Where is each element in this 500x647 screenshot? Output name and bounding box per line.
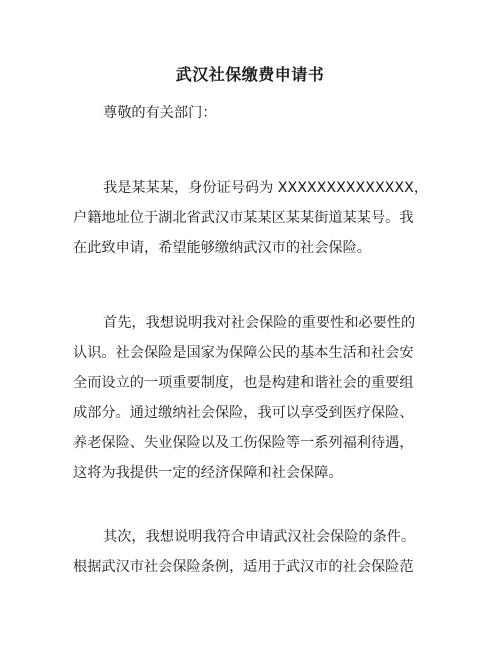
paragraph-2-line-4: 成部分。通过缴纳社会保险，我可以享受到医疗保险、 bbox=[73, 405, 414, 421]
paragraph-3-line-1: 其次，我想说明我符合申请武汉社会保险的条件。 bbox=[103, 529, 416, 545]
paragraph-1-line-2: 户籍地址位于湖北省武汉市某某区某某街道某某号。我 bbox=[73, 210, 414, 226]
paragraph-2-line-1: 首先，我想说明我对社会保险的重要性和必要性的 bbox=[103, 315, 416, 331]
document-title: 武汉社保缴费申请书 bbox=[175, 65, 325, 84]
paragraph-2-line-2: 认识。社会保险是国家为保障公民的基本生活和社会安 bbox=[73, 345, 414, 361]
paragraph-1-line-3: 在此致申请，希望能够缴纳武汉市的社会保险。 bbox=[73, 240, 371, 256]
paragraph-2-line-6: 这将为我提供一定的经济保障和社会保障。 bbox=[73, 465, 343, 481]
paragraph-3-line-2: 根据武汉市社会保险条例，适用于武汉市的社会保险范 bbox=[73, 559, 414, 575]
paragraph-2-line-5: 养老保险、失业保险以及工伤保险等一系列福利待遇， bbox=[73, 435, 414, 451]
paragraph-2-line-3: 全而设立的一项重要制度，也是构建和谐社会的重要组 bbox=[73, 375, 414, 391]
paragraph-1-line-1: 我是某某某，身份证号码为 XXXXXXXXXXXXXX， bbox=[103, 180, 429, 196]
salutation: 尊敬的有关部门： bbox=[103, 105, 217, 121]
